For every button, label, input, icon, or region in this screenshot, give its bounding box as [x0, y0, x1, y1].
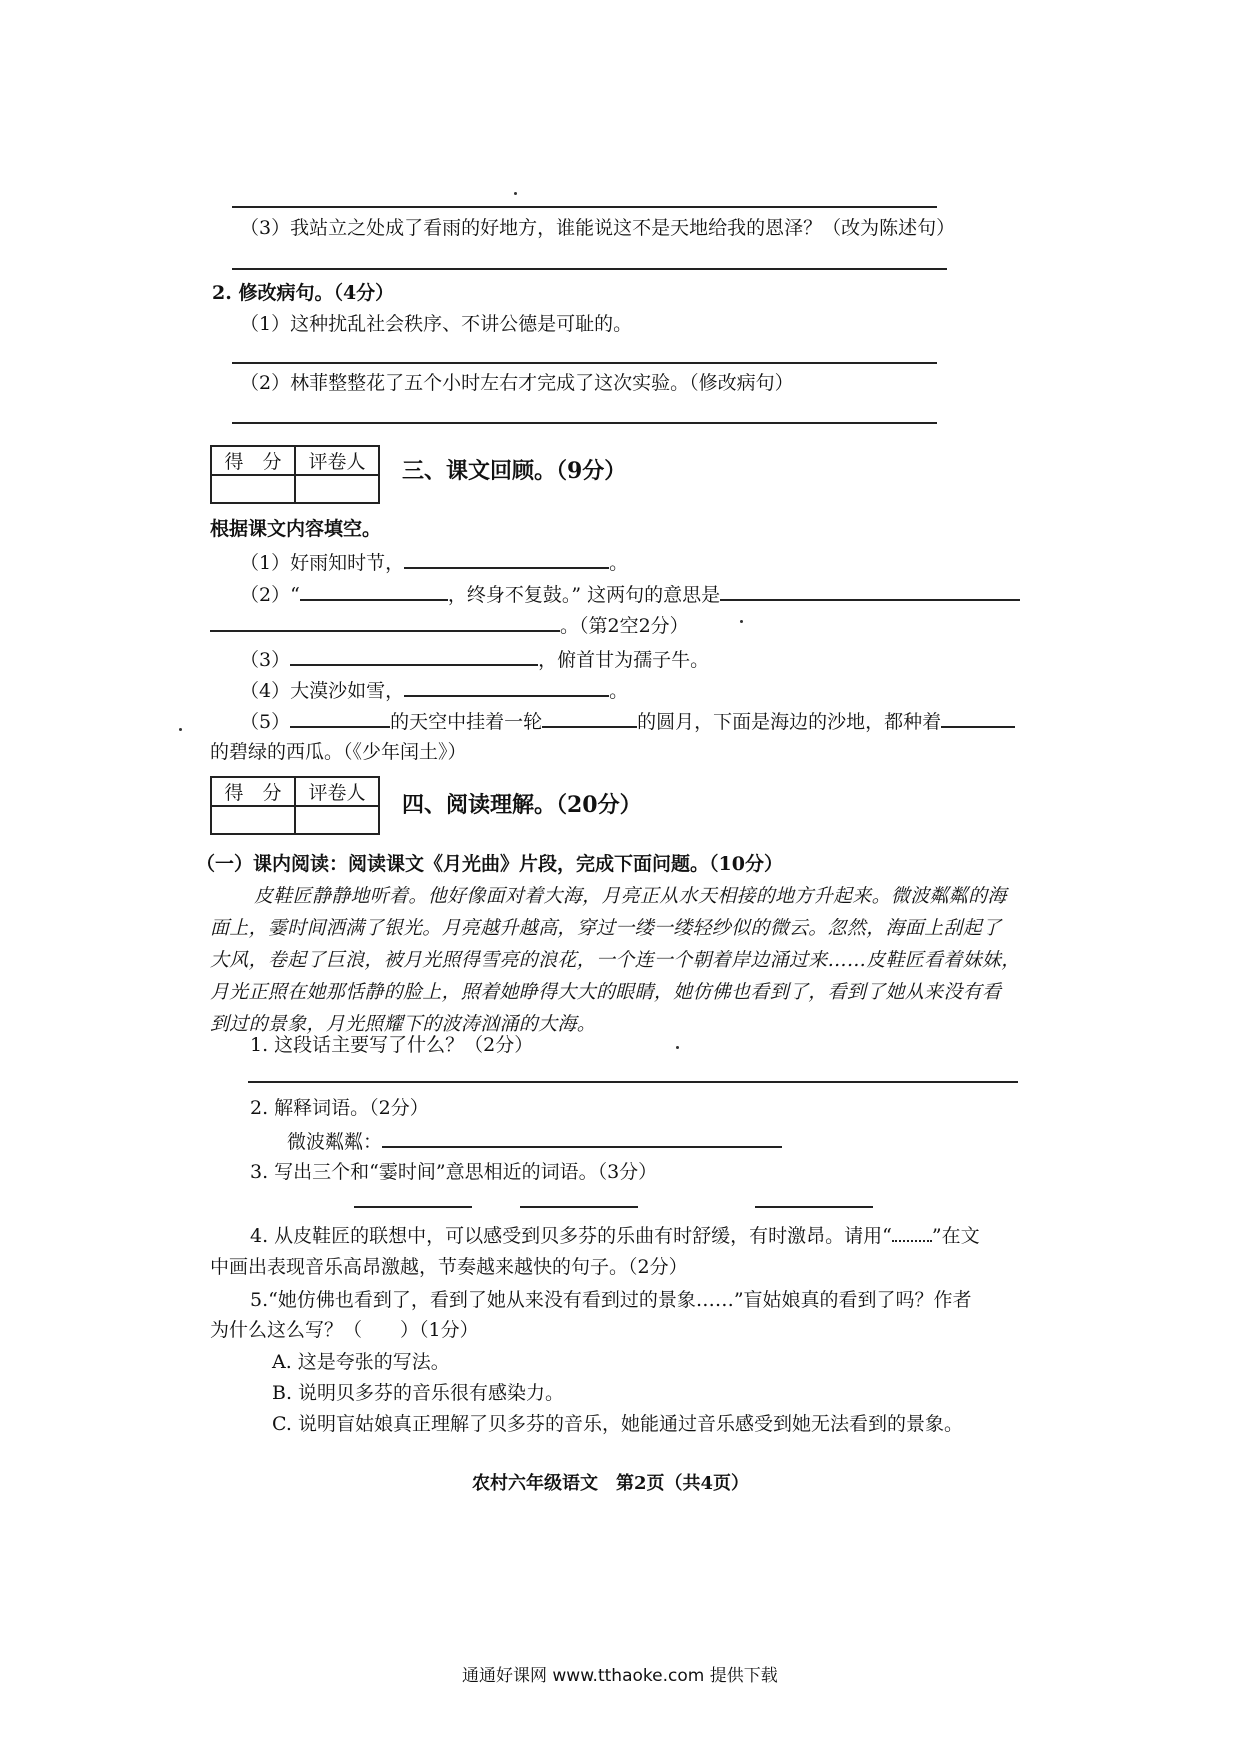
sec4-q2-word: 微波粼粼： [287, 1128, 782, 1154]
rewrite-item-3: （3）我站立之处成了看雨的好地方，谁能说这不是天地给我的恩泽？（改为陈述句） [240, 217, 956, 239]
sec4-q5-cont: 为什么这么写？（ ）（1分） [210, 1319, 479, 1341]
option-c[interactable]: C. 说明盲姑娘真正理解了贝多芬的音乐，她能通过音乐感受到她无法看到的景象。 [272, 1413, 963, 1435]
sec4-sub1: （一）课内阅读：阅读课文《月光曲》片段，完成下面问题。（10分） [196, 853, 783, 875]
sec4-q5: 5.“她仿佛也看到了，看到了她从来没有看到过的景象……”盲姑娘真的看到了吗？作者 [250, 1289, 972, 1311]
sec3-item-3: （3） ，俯首甘为孺子牛。 [240, 646, 709, 672]
sec4-q2: 2. 解释词语。（2分） [250, 1097, 429, 1119]
grader-cell[interactable] [295, 806, 379, 834]
fill-blank[interactable] [404, 677, 609, 697]
answer-line [232, 362, 937, 364]
option-b[interactable]: B. 说明贝多芬的音乐很有感染力。 [272, 1382, 565, 1404]
answer-line [520, 1206, 638, 1208]
fill-blank[interactable] [720, 581, 1020, 601]
passage-line: 大风，卷起了巨浪，被月光照得雪亮的浪花，一个连一个朝着岸边涌过来……皮鞋匠看着妹妹， [210, 949, 1021, 971]
option-a[interactable]: A. 这是夸张的写法。 [272, 1351, 450, 1373]
sec3-item-5-cont: 的碧绿的西瓜。（《少年闰土》） [210, 741, 467, 763]
score-label: 得 分 [211, 777, 295, 806]
watermark-footer: 通通好课网 www.tthaoke.com 提供下载 [462, 1666, 778, 1686]
passage-line: 皮鞋匠静静地听着。他好像面对着大海，月亮正从水天相接的地方升起来。微波粼粼的海 [254, 885, 1007, 907]
scan-speck [179, 728, 182, 731]
fill-blank[interactable] [542, 708, 637, 728]
passage-line: 到过的景象，月光照耀下的波涛汹涌的大海。 [210, 1013, 597, 1035]
sec4-q4-cont: 中画出表现音乐高昂激越，节奏越来越快的句子。（2分） [210, 1256, 688, 1278]
passage-line: 月光正照在她那恬静的脸上，照着她睁得大大的眼睛，她仿佛也看到了，看到了她从来没有看 [210, 981, 1002, 1003]
sec3-item-1: （1）好雨知时节， 。 [240, 549, 628, 575]
sec4-q3: 3. 写出三个和“霎时间”意思相近的词语。（3分） [250, 1161, 658, 1183]
sec4-q4: 4. 从皮鞋匠的联想中，可以感受到贝多芬的乐曲有时舒缓，有时激昂。请用“ ”在文 [250, 1225, 980, 1247]
fill-blank[interactable] [382, 1128, 782, 1148]
answer-line [232, 268, 947, 270]
score-box-3 [210, 445, 380, 504]
passage-line: 面上，霎时间洒满了银光。月亮越升越高，穿过一缕一缕轻纱似的微云。忽然，海面上刮起了 [210, 917, 1002, 939]
answer-line [232, 422, 937, 424]
sec3-instruction: 根据课文内容填空。 [210, 518, 382, 540]
scan-speck [676, 1046, 679, 1049]
wavy-underline-sample [892, 1224, 932, 1242]
fill-blank[interactable] [210, 612, 560, 632]
score-box-4 [210, 776, 380, 835]
q2-item-2: （2）林菲整整花了五个小时左右才完成了这次实验。（修改病句） [240, 372, 794, 394]
sec3-item-4: （4）大漠沙如雪， 。 [240, 677, 628, 703]
score-cell[interactable] [211, 806, 295, 834]
answer-line [354, 1206, 472, 1208]
score-cell[interactable] [211, 475, 295, 503]
answer-line [248, 1081, 1018, 1083]
sec3-item-2: （2）“ ，终身不复鼓。” 这两句的意思是 [240, 581, 1020, 607]
fill-blank[interactable] [300, 581, 448, 601]
sec3-item-5: （5） 的天空中挂着一轮 的圆月，下面是海边的沙地，都种着 [240, 708, 1015, 734]
grader-label: 评卷人 [295, 777, 379, 806]
fill-blank[interactable] [404, 549, 609, 569]
sec4-q1: 1. 这段话主要写了什么？（2分） [250, 1034, 534, 1056]
q2-heading: 2. 修改病句。（4分） [212, 282, 395, 304]
fill-blank[interactable] [941, 708, 1015, 728]
fill-blank[interactable] [290, 646, 538, 666]
scan-speck [514, 192, 517, 195]
score-label: 得 分 [211, 446, 295, 475]
sec3-item-2-cont: 。（第2空2分） [210, 612, 689, 638]
grader-label: 评卷人 [295, 446, 379, 475]
section-4-title: 四、阅读理解。（20分） [402, 792, 642, 818]
page-footer: 农村六年级语文 第2页（共4页） [472, 1473, 750, 1494]
fill-blank[interactable] [290, 708, 390, 728]
section-3-title: 三、课文回顾。（9分） [402, 458, 627, 484]
q2-item-1: （1）这种扰乱社会秩序、不讲公德是可耻的。 [240, 313, 633, 335]
grader-cell[interactable] [295, 475, 379, 503]
answer-line [755, 1206, 873, 1208]
scan-speck [740, 620, 743, 623]
reading-passage [210, 880, 1052, 1040]
answer-line [232, 206, 937, 208]
